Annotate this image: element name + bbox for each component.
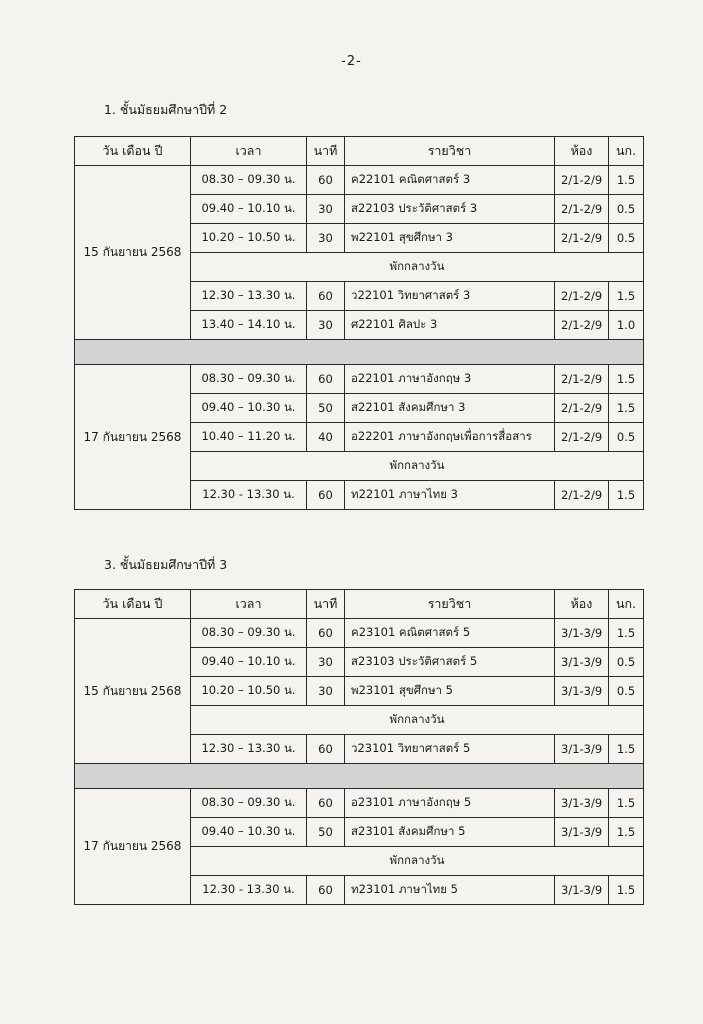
credit-cell: 1.5 — [609, 282, 644, 311]
time-cell: 12.30 – 13.30 น. — [191, 282, 307, 311]
time-cell: 12.30 – 13.30 น. — [191, 735, 307, 764]
credit-cell: 1.5 — [609, 619, 644, 648]
minutes-cell: 60 — [307, 282, 345, 311]
subject-cell: ค23101 คณิตศาสตร์ 5 — [345, 619, 555, 648]
room-cell: 2/1-2/9 — [555, 311, 609, 340]
credit-cell: 0.5 — [609, 677, 644, 706]
minutes-cell: 30 — [307, 195, 345, 224]
subject-cell: ส22101 สังคมศึกษา 3 — [345, 394, 555, 423]
day-separator — [75, 340, 644, 365]
credit-cell: 0.5 — [609, 423, 644, 452]
room-cell: 3/1-3/9 — [555, 619, 609, 648]
lunch-break-label: พักกลางวัน — [191, 706, 644, 735]
minutes-cell: 60 — [307, 365, 345, 394]
exam-date-cell: 15 กันยายน 2568 — [75, 166, 191, 340]
subject-cell: อ23101 ภาษาอังกฤษ 5 — [345, 789, 555, 818]
minutes-cell: 30 — [307, 677, 345, 706]
section-title-grade-2: 1. ชั้นมัธยมศึกษาปีที่ 2 — [104, 102, 228, 117]
room-cell: 2/1-2/9 — [555, 224, 609, 253]
room-cell: 2/1-2/9 — [555, 481, 609, 510]
credit-cell: 1.5 — [609, 481, 644, 510]
time-header: เวลา — [191, 590, 307, 619]
table-row — [75, 789, 644, 818]
credit-cell: 1.5 — [609, 818, 644, 847]
minutes-cell: 30 — [307, 224, 345, 253]
table-row — [75, 619, 644, 648]
subject-cell: ท23101 ภาษาไทย 5 — [345, 876, 555, 905]
credit-cell: 1.5 — [609, 394, 644, 423]
time-header: เวลา — [191, 137, 307, 166]
minutes-cell: 60 — [307, 619, 345, 648]
day-separator-row — [75, 340, 644, 365]
time-cell: 12.30 - 13.30 น. — [191, 876, 307, 905]
room-cell: 2/1-2/9 — [555, 166, 609, 195]
minutes-cell: 40 — [307, 423, 345, 452]
subject-cell: พ22101 สุขศึกษา 3 — [345, 224, 555, 253]
table-row — [75, 365, 644, 394]
room-cell: 2/1-2/9 — [555, 365, 609, 394]
room-cell: 3/1-3/9 — [555, 818, 609, 847]
exam-schedule-table-grade-2 — [74, 136, 644, 510]
lunch-break-label: พักกลางวัน — [191, 847, 644, 876]
minutes-cell: 60 — [307, 876, 345, 905]
subject-cell: อ22101 ภาษาอังกฤษ 3 — [345, 365, 555, 394]
credit-header: นก. — [609, 590, 644, 619]
credit-header: นก. — [609, 137, 644, 166]
credit-cell: 1.0 — [609, 311, 644, 340]
room-cell: 2/1-2/9 — [555, 282, 609, 311]
time-cell: 09.40 – 10.30 น. — [191, 394, 307, 423]
time-cell: 09.40 – 10.10 น. — [191, 648, 307, 677]
subject-cell: อ22201 ภาษาอังกฤษเพื่อการสื่อสาร — [345, 423, 555, 452]
time-cell: 10.20 – 10.50 น. — [191, 677, 307, 706]
subject-cell: ส23103 ประวัติศาสตร์ 5 — [345, 648, 555, 677]
subject-header: รายวิชา — [345, 590, 555, 619]
room-cell: 3/1-3/9 — [555, 735, 609, 764]
minutes-header: นาที — [307, 590, 345, 619]
minutes-header: นาที — [307, 137, 345, 166]
credit-cell: 1.5 — [609, 166, 644, 195]
minutes-cell: 60 — [307, 789, 345, 818]
time-cell: 10.20 – 10.50 น. — [191, 224, 307, 253]
exam-date-cell: 17 กันยายน 2568 — [75, 789, 191, 905]
room-cell: 3/1-3/9 — [555, 648, 609, 677]
page-number: -2- — [341, 54, 362, 69]
credit-cell: 1.5 — [609, 876, 644, 905]
room-header: ห้อง — [555, 137, 609, 166]
credit-cell: 1.5 — [609, 365, 644, 394]
time-cell: 08.30 – 09.30 น. — [191, 365, 307, 394]
credit-cell: 1.5 — [609, 789, 644, 818]
subject-cell: ส22103 ประวัติศาสตร์ 3 — [345, 195, 555, 224]
time-cell: 09.40 – 10.30 น. — [191, 818, 307, 847]
room-header: ห้อง — [555, 590, 609, 619]
subject-cell: ว22101 วิทยาศาสตร์ 3 — [345, 282, 555, 311]
table-row — [75, 166, 644, 195]
lunch-break-label: พักกลางวัน — [191, 452, 644, 481]
subject-cell: ส23101 สังคมศึกษา 5 — [345, 818, 555, 847]
exam-date-cell: 17 กันยายน 2568 — [75, 365, 191, 510]
time-cell: 08.30 – 09.30 น. — [191, 789, 307, 818]
subject-cell: ท22101 ภาษาไทย 3 — [345, 481, 555, 510]
minutes-cell: 60 — [307, 166, 345, 195]
exam-schedule-table-grade-3 — [74, 589, 644, 905]
credit-cell: 1.5 — [609, 735, 644, 764]
credit-cell: 0.5 — [609, 195, 644, 224]
credit-cell: 0.5 — [609, 648, 644, 677]
time-cell: 09.40 – 10.10 น. — [191, 195, 307, 224]
section-title-grade-3: 3. ชั้นมัธยมศึกษาปีที่ 3 — [104, 557, 228, 572]
time-cell: 13.40 – 14.10 น. — [191, 311, 307, 340]
minutes-cell: 60 — [307, 481, 345, 510]
minutes-cell: 50 — [307, 818, 345, 847]
header-row — [75, 590, 644, 619]
room-cell: 3/1-3/9 — [555, 677, 609, 706]
room-cell: 3/1-3/9 — [555, 876, 609, 905]
time-cell: 12.30 - 13.30 น. — [191, 481, 307, 510]
time-cell: 08.30 – 09.30 น. — [191, 166, 307, 195]
date-header: วัน เดือน ปี — [75, 590, 191, 619]
date-header: วัน เดือน ปี — [75, 137, 191, 166]
subject-header: รายวิชา — [345, 137, 555, 166]
minutes-cell: 50 — [307, 394, 345, 423]
room-cell: 3/1-3/9 — [555, 789, 609, 818]
day-separator-row — [75, 764, 644, 789]
room-cell: 2/1-2/9 — [555, 195, 609, 224]
header-row — [75, 137, 644, 166]
exam-date-cell: 15 กันยายน 2568 — [75, 619, 191, 764]
minutes-cell: 60 — [307, 735, 345, 764]
room-cell: 2/1-2/9 — [555, 423, 609, 452]
minutes-cell: 30 — [307, 648, 345, 677]
day-separator — [75, 764, 644, 789]
subject-cell: ศ22101 ศิลปะ 3 — [345, 311, 555, 340]
subject-cell: ค22101 คณิตศาสตร์ 3 — [345, 166, 555, 195]
credit-cell: 0.5 — [609, 224, 644, 253]
time-cell: 10.40 – 11.20 น. — [191, 423, 307, 452]
lunch-break-label: พักกลางวัน — [191, 253, 644, 282]
minutes-cell: 30 — [307, 311, 345, 340]
room-cell: 2/1-2/9 — [555, 394, 609, 423]
time-cell: 08.30 – 09.30 น. — [191, 619, 307, 648]
subject-cell: พ23101 สุขศึกษา 5 — [345, 677, 555, 706]
subject-cell: ว23101 วิทยาศาสตร์ 5 — [345, 735, 555, 764]
